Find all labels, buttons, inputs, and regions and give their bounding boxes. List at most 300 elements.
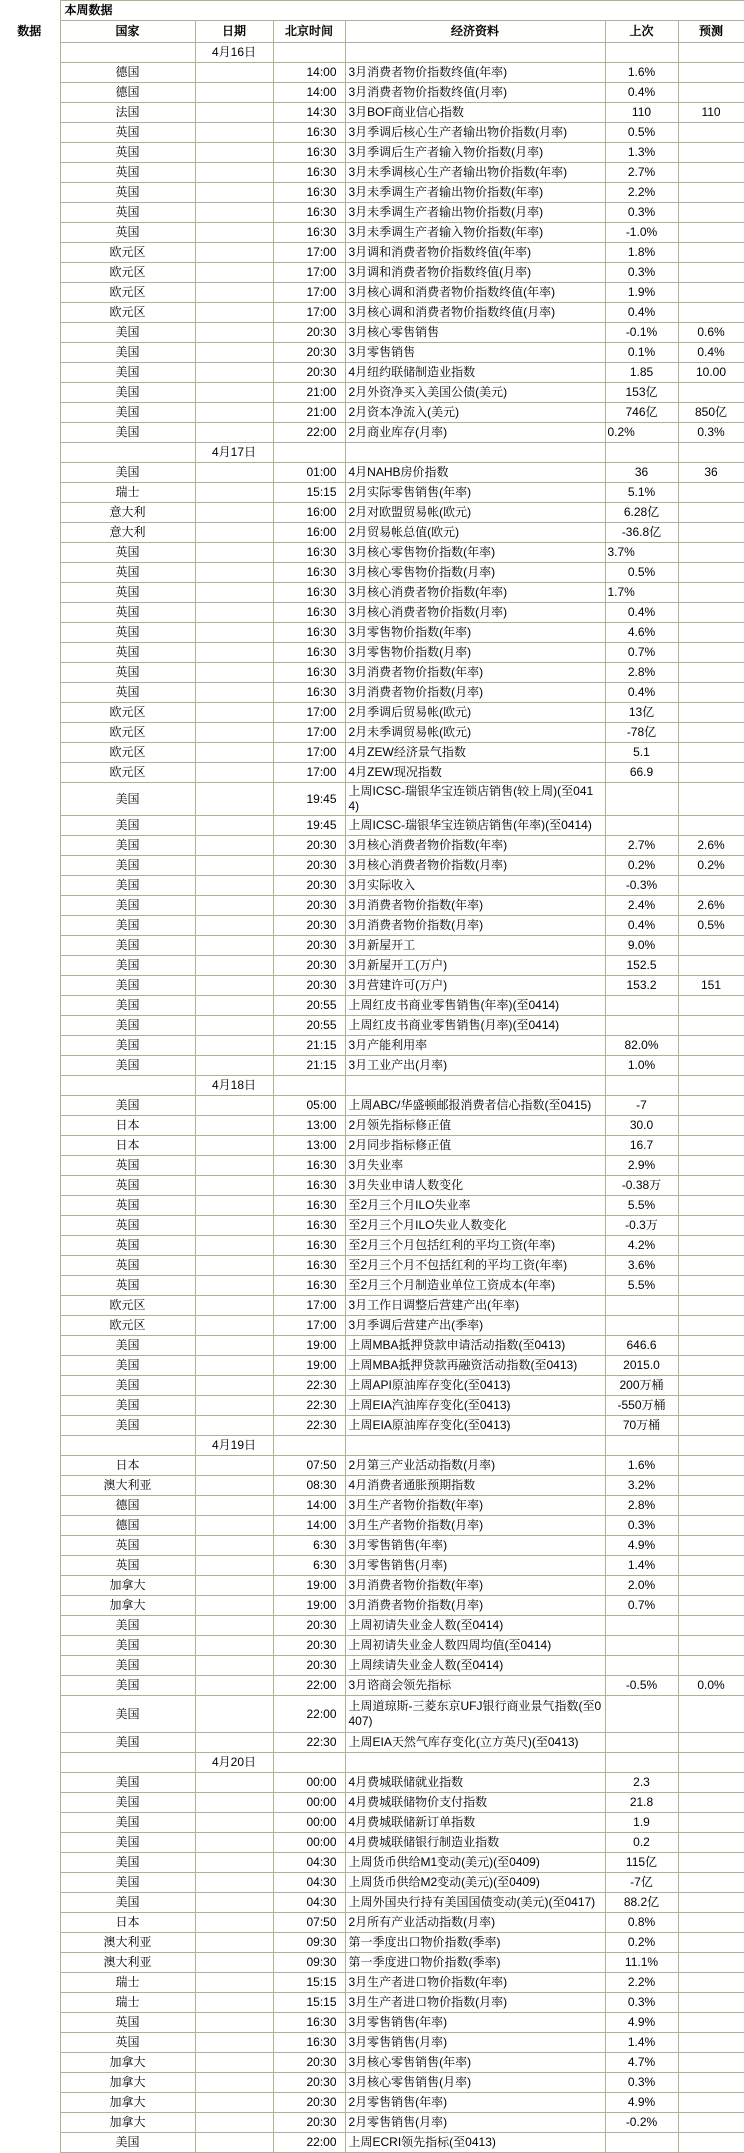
cell-forecast bbox=[678, 2073, 744, 2093]
cell-date bbox=[195, 83, 273, 103]
cell-country: 英国 bbox=[60, 2033, 195, 2053]
table-row bbox=[0, 223, 744, 243]
cell-date bbox=[195, 203, 273, 223]
cell-country: 美国 bbox=[60, 1056, 195, 1076]
cell-time: 16:30 bbox=[273, 1216, 345, 1236]
table-row bbox=[0, 1416, 744, 1436]
cell-forecast bbox=[678, 1913, 744, 1933]
table-row bbox=[0, 1236, 744, 1256]
cell-forecast: 0.2% bbox=[678, 856, 744, 876]
cell-time: 20:30 bbox=[273, 2093, 345, 2113]
cell-event bbox=[345, 1753, 605, 1773]
cell-previous bbox=[605, 1616, 678, 1636]
cell-date bbox=[195, 123, 273, 143]
cell-time: 20:30 bbox=[273, 876, 345, 896]
cell-previous: 0.3% bbox=[605, 263, 678, 283]
cell-previous: 0.2% bbox=[605, 856, 678, 876]
cell-country: 美国 bbox=[60, 1356, 195, 1376]
row-left-spacer bbox=[0, 1733, 60, 1753]
cell-country: 英国 bbox=[60, 143, 195, 163]
table-row bbox=[0, 1536, 744, 1556]
cell-previous bbox=[605, 1656, 678, 1676]
cell-previous: 0.8% bbox=[605, 1913, 678, 1933]
cell-previous: 5.5% bbox=[605, 1196, 678, 1216]
cell-date bbox=[195, 483, 273, 503]
table-row bbox=[0, 783, 744, 816]
cell-date bbox=[195, 743, 273, 763]
cell-time: 19:00 bbox=[273, 1596, 345, 1616]
cell-event: 3月未季调生产者输出物价指数(月率) bbox=[345, 203, 605, 223]
row-left-spacer bbox=[0, 996, 60, 1016]
table-row bbox=[0, 1176, 744, 1196]
row-left-spacer bbox=[0, 1853, 60, 1873]
cell-previous: 1.9% bbox=[605, 283, 678, 303]
cell-country: 日本 bbox=[60, 1116, 195, 1136]
cell-forecast: 2.6% bbox=[678, 896, 744, 916]
cell-time: 16:30 bbox=[273, 643, 345, 663]
table-row bbox=[0, 856, 744, 876]
table-row bbox=[0, 1196, 744, 1216]
row-left-spacer bbox=[0, 203, 60, 223]
row-left-spacer bbox=[0, 2033, 60, 2053]
cell-time: 19:45 bbox=[273, 783, 345, 816]
cell-time: 22:30 bbox=[273, 1376, 345, 1396]
cell-forecast bbox=[678, 816, 744, 836]
cell-country: 美国 bbox=[60, 423, 195, 443]
cell-forecast bbox=[678, 1316, 744, 1336]
table-row bbox=[0, 1516, 744, 1536]
table-row bbox=[0, 1933, 744, 1953]
cell-date bbox=[195, 876, 273, 896]
table-row bbox=[0, 2093, 744, 2113]
cell-forecast bbox=[678, 1076, 744, 1096]
cell-time: 21:15 bbox=[273, 1056, 345, 1076]
cell-forecast bbox=[678, 1893, 744, 1913]
row-left-spacer bbox=[0, 2113, 60, 2133]
table-row bbox=[0, 283, 744, 303]
cell-country: 美国 bbox=[60, 1793, 195, 1813]
cell-country bbox=[60, 1436, 195, 1456]
cell-event: 3月消费者物价指数终值(月率) bbox=[345, 83, 605, 103]
cell-previous: 2.4% bbox=[605, 896, 678, 916]
row-left-spacer bbox=[0, 1536, 60, 1556]
cell-previous: 0.2% bbox=[605, 1933, 678, 1953]
row-left-spacer bbox=[0, 583, 60, 603]
cell-time: 16:30 bbox=[273, 623, 345, 643]
cell-event: 2月外资净买入美国公债(美元) bbox=[345, 383, 605, 403]
row-left-spacer bbox=[0, 103, 60, 123]
cell-time: 22:30 bbox=[273, 1396, 345, 1416]
row-left-spacer bbox=[0, 1873, 60, 1893]
cell-previous: 1.7% bbox=[605, 583, 678, 603]
cell-time: 14:00 bbox=[273, 63, 345, 83]
cell-forecast: 110 bbox=[678, 103, 744, 123]
cell-date bbox=[195, 1993, 273, 2013]
table-row bbox=[0, 1496, 744, 1516]
cell-date bbox=[195, 1096, 273, 1116]
cell-previous: -78亿 bbox=[605, 723, 678, 743]
row-left-spacer bbox=[0, 1616, 60, 1636]
table-row bbox=[0, 2113, 744, 2133]
cell-date bbox=[195, 1036, 273, 1056]
cell-event: 3月调和消费者物价指数终值(年率) bbox=[345, 243, 605, 263]
cell-previous: -7亿 bbox=[605, 1873, 678, 1893]
cell-date bbox=[195, 1176, 273, 1196]
row-left-spacer bbox=[0, 43, 60, 63]
row-left-spacer bbox=[0, 1993, 60, 2013]
cell-event bbox=[345, 1076, 605, 1096]
row-left-spacer bbox=[0, 2093, 60, 2113]
row-left-spacer bbox=[0, 876, 60, 896]
table-row bbox=[0, 1656, 744, 1676]
cell-event: 第一季度进口物价指数(季率) bbox=[345, 1953, 605, 1973]
row-left-spacer bbox=[0, 143, 60, 163]
cell-forecast bbox=[678, 1356, 744, 1376]
cell-date bbox=[195, 1973, 273, 1993]
cell-event: 3月消费者物价指数(月率) bbox=[345, 1596, 605, 1616]
cell-forecast bbox=[678, 1993, 744, 2013]
cell-time: 15:15 bbox=[273, 1993, 345, 2013]
cell-date bbox=[195, 603, 273, 623]
cell-forecast bbox=[678, 1236, 744, 1256]
cell-time: 04:30 bbox=[273, 1893, 345, 1913]
cell-date bbox=[195, 2033, 273, 2053]
cell-forecast bbox=[678, 1436, 744, 1456]
table-row bbox=[0, 183, 744, 203]
cell-previous: 0.5% bbox=[605, 123, 678, 143]
table-row bbox=[0, 723, 744, 743]
cell-event: 3月零售销售(年率) bbox=[345, 2013, 605, 2033]
row-left-spacer bbox=[0, 303, 60, 323]
cell-event: 3月消费者物价指数(月率) bbox=[345, 916, 605, 936]
cell-date bbox=[195, 1596, 273, 1616]
cell-country: 加拿大 bbox=[60, 2073, 195, 2093]
row-left-spacer bbox=[0, 1316, 60, 1336]
cell-country: 英国 bbox=[60, 183, 195, 203]
cell-event: 2月第三产业活动指数(月率) bbox=[345, 1456, 605, 1476]
cell-forecast bbox=[678, 2053, 744, 2073]
date-group-row bbox=[0, 1436, 744, 1456]
cell-event: 3月消费者物价指数(年率) bbox=[345, 663, 605, 683]
cell-date: 4月19日 bbox=[195, 1436, 273, 1456]
cell-date bbox=[195, 2053, 273, 2073]
table-row bbox=[0, 303, 744, 323]
row-left-spacer bbox=[0, 1256, 60, 1276]
cell-date bbox=[195, 1893, 273, 1913]
cell-date bbox=[195, 323, 273, 343]
cell-time: 16:30 bbox=[273, 163, 345, 183]
cell-event: 3月工作日调整后营建产出(年率) bbox=[345, 1296, 605, 1316]
cell-forecast: 0.5% bbox=[678, 916, 744, 936]
cell-time: 20:30 bbox=[273, 836, 345, 856]
cell-country: 加拿大 bbox=[60, 2093, 195, 2113]
row-left-spacer bbox=[0, 2073, 60, 2093]
cell-country: 美国 bbox=[60, 876, 195, 896]
cell-event: 上周API原油库存变化(至0413) bbox=[345, 1376, 605, 1396]
cell-previous: 152.5 bbox=[605, 956, 678, 976]
cell-country: 美国 bbox=[60, 816, 195, 836]
row-left-spacer bbox=[0, 1973, 60, 1993]
table-row bbox=[0, 663, 744, 683]
cell-event: 3月核心零售物价指数(月率) bbox=[345, 563, 605, 583]
table-row bbox=[0, 1993, 744, 2013]
cell-time: 21:15 bbox=[273, 1036, 345, 1056]
cell-previous: 1.9 bbox=[605, 1813, 678, 1833]
cell-date bbox=[195, 1196, 273, 1216]
cell-previous: 9.0% bbox=[605, 936, 678, 956]
table-row bbox=[0, 1873, 744, 1893]
cell-forecast bbox=[678, 283, 744, 303]
cell-event: 上周红皮书商业零售销售(年率)(至0414) bbox=[345, 996, 605, 1016]
cell-time: 6:30 bbox=[273, 1556, 345, 1576]
table-row bbox=[0, 2073, 744, 2093]
cell-previous: 1.8% bbox=[605, 243, 678, 263]
cell-forecast: 0.6% bbox=[678, 323, 744, 343]
cell-previous: 115亿 bbox=[605, 1853, 678, 1873]
cell-date bbox=[195, 1833, 273, 1853]
cell-country: 英国 bbox=[60, 583, 195, 603]
table-row bbox=[0, 996, 744, 1016]
cell-time: 19:00 bbox=[273, 1336, 345, 1356]
row-left-spacer bbox=[0, 623, 60, 643]
table-row bbox=[0, 683, 744, 703]
cell-date bbox=[195, 183, 273, 203]
row-left-spacer bbox=[0, 1096, 60, 1116]
cell-date bbox=[195, 816, 273, 836]
table-row bbox=[0, 1773, 744, 1793]
cell-country: 日本 bbox=[60, 1456, 195, 1476]
cell-event bbox=[345, 443, 605, 463]
cell-event: 3月失业申请人数变化 bbox=[345, 1176, 605, 1196]
cell-time bbox=[273, 43, 345, 63]
cell-date bbox=[195, 663, 273, 683]
cell-forecast bbox=[678, 743, 744, 763]
row-left-spacer bbox=[0, 1016, 60, 1036]
cell-country: 日本 bbox=[60, 1913, 195, 1933]
cell-country: 美国 bbox=[60, 1036, 195, 1056]
cell-country: 欧元区 bbox=[60, 243, 195, 263]
row-left-spacer bbox=[0, 283, 60, 303]
cell-country: 美国 bbox=[60, 1893, 195, 1913]
cell-forecast bbox=[678, 936, 744, 956]
cell-country: 澳大利亚 bbox=[60, 1953, 195, 1973]
table-row bbox=[0, 1096, 744, 1116]
cell-date bbox=[195, 1953, 273, 1973]
cell-time: 20:30 bbox=[273, 856, 345, 876]
row-left-spacer bbox=[0, 1216, 60, 1236]
table-row bbox=[0, 83, 744, 103]
cell-time: 20:30 bbox=[273, 976, 345, 996]
cell-time: 17:00 bbox=[273, 283, 345, 303]
cell-previous: 153亿 bbox=[605, 383, 678, 403]
cell-date: 4月17日 bbox=[195, 443, 273, 463]
cell-country: 德国 bbox=[60, 63, 195, 83]
cell-event: 4月费城联储就业指数 bbox=[345, 1773, 605, 1793]
row-left-spacer bbox=[0, 1676, 60, 1696]
cell-time: 16:30 bbox=[273, 1276, 345, 1296]
cell-date bbox=[195, 363, 273, 383]
cell-event: 上周ICSC-瑞银华宝连锁店销售(年率)(至0414) bbox=[345, 816, 605, 836]
cell-date bbox=[195, 976, 273, 996]
cell-forecast bbox=[678, 1636, 744, 1656]
table-row bbox=[0, 1356, 744, 1376]
cell-time: 20:30 bbox=[273, 956, 345, 976]
cell-forecast bbox=[678, 1196, 744, 1216]
cell-country: 德国 bbox=[60, 83, 195, 103]
cell-event: 2月未季调贸易帐(欧元) bbox=[345, 723, 605, 743]
cell-country: 英国 bbox=[60, 163, 195, 183]
table-row bbox=[0, 103, 744, 123]
cell-country: 欧元区 bbox=[60, 743, 195, 763]
row-left-spacer bbox=[0, 1436, 60, 1456]
cell-event: 3月生产者进口物价指数(年率) bbox=[345, 1973, 605, 1993]
cell-time: 13:00 bbox=[273, 1136, 345, 1156]
cell-date bbox=[195, 403, 273, 423]
table-row bbox=[0, 2133, 744, 2153]
cell-event: 3月核心零售销售 bbox=[345, 323, 605, 343]
cell-event: 上周红皮书商业零售销售(月率)(至0414) bbox=[345, 1016, 605, 1036]
cell-previous bbox=[605, 1316, 678, 1336]
cell-time: 17:00 bbox=[273, 303, 345, 323]
table-row bbox=[0, 643, 744, 663]
cell-forecast bbox=[678, 163, 744, 183]
cell-country: 美国 bbox=[60, 343, 195, 363]
cell-previous bbox=[605, 783, 678, 816]
cell-previous: 2.8% bbox=[605, 1496, 678, 1516]
cell-previous bbox=[605, 443, 678, 463]
cell-country: 英国 bbox=[60, 1196, 195, 1216]
table-row bbox=[0, 1396, 744, 1416]
cell-country: 英国 bbox=[60, 1176, 195, 1196]
table-row bbox=[0, 203, 744, 223]
cell-previous: 5.1 bbox=[605, 743, 678, 763]
cell-previous: -0.3万 bbox=[605, 1216, 678, 1236]
cell-country: 英国 bbox=[60, 603, 195, 623]
cell-time: 16:30 bbox=[273, 2013, 345, 2033]
cell-time: 17:00 bbox=[273, 1316, 345, 1336]
row-left-spacer bbox=[0, 1296, 60, 1316]
cell-previous: 1.0% bbox=[605, 1056, 678, 1076]
cell-date bbox=[195, 383, 273, 403]
cell-previous: 1.6% bbox=[605, 63, 678, 83]
column-header-forecast: 预测 bbox=[678, 21, 744, 43]
cell-date bbox=[195, 543, 273, 563]
cell-event: 2月同步指标修正值 bbox=[345, 1136, 605, 1156]
cell-time: 04:30 bbox=[273, 1873, 345, 1893]
cell-forecast bbox=[678, 563, 744, 583]
cell-forecast bbox=[678, 2033, 744, 2053]
row-left-spacer bbox=[0, 683, 60, 703]
cell-country: 日本 bbox=[60, 1136, 195, 1156]
table-row bbox=[0, 363, 744, 383]
row-left-spacer bbox=[0, 936, 60, 956]
cell-event: 3月谘商会领先指标 bbox=[345, 1676, 605, 1696]
cell-event: 2月对欧盟贸易帐(欧元) bbox=[345, 503, 605, 523]
cell-forecast bbox=[678, 876, 744, 896]
cell-date bbox=[195, 1016, 273, 1036]
cell-country: 英国 bbox=[60, 1156, 195, 1176]
cell-time: 00:00 bbox=[273, 1773, 345, 1793]
table-row bbox=[0, 1136, 744, 1156]
cell-event: 2月领先指标修正值 bbox=[345, 1116, 605, 1136]
banner-row bbox=[0, 1, 744, 21]
cell-event: 3月新屋开工 bbox=[345, 936, 605, 956]
cell-previous: 16.7 bbox=[605, 1136, 678, 1156]
table-row bbox=[0, 463, 744, 483]
row-left-spacer bbox=[0, 383, 60, 403]
cell-country: 英国 bbox=[60, 543, 195, 563]
cell-previous: 4.7% bbox=[605, 2053, 678, 2073]
row-left-spacer bbox=[0, 83, 60, 103]
cell-previous: -0.3% bbox=[605, 876, 678, 896]
cell-forecast bbox=[678, 1216, 744, 1236]
row-left-spacer bbox=[0, 1813, 60, 1833]
cell-forecast bbox=[678, 1656, 744, 1676]
row-left-spacer bbox=[0, 1176, 60, 1196]
cell-country: 英国 bbox=[60, 1556, 195, 1576]
row-left-spacer bbox=[0, 263, 60, 283]
cell-date bbox=[195, 723, 273, 743]
row-left-spacer bbox=[0, 1596, 60, 1616]
cell-previous: 2.9% bbox=[605, 1156, 678, 1176]
row-left-spacer bbox=[0, 363, 60, 383]
cell-country: 澳大利亚 bbox=[60, 1476, 195, 1496]
cell-forecast bbox=[678, 63, 744, 83]
cell-date bbox=[195, 303, 273, 323]
cell-time: 20:30 bbox=[273, 343, 345, 363]
cell-event: 上周ABC/华盛顿邮报消费者信心指数(至0415) bbox=[345, 1096, 605, 1116]
cell-event: 2月零售销售(月率) bbox=[345, 2113, 605, 2133]
cell-time: 20:30 bbox=[273, 323, 345, 343]
cell-previous: 30.0 bbox=[605, 1116, 678, 1136]
table-row bbox=[0, 503, 744, 523]
cell-date bbox=[195, 1676, 273, 1696]
row-left-spacer bbox=[0, 1636, 60, 1656]
table-row bbox=[0, 896, 744, 916]
cell-country: 欧元区 bbox=[60, 703, 195, 723]
row-group-label: 数据 bbox=[17, 24, 42, 38]
cell-time: 17:00 bbox=[273, 243, 345, 263]
cell-event: 3月未季调生产者输入物价指数(年率) bbox=[345, 223, 605, 243]
table-row bbox=[0, 1616, 744, 1636]
cell-date bbox=[195, 936, 273, 956]
cell-date bbox=[195, 783, 273, 816]
cell-date bbox=[195, 643, 273, 663]
cell-event: 至2月三个月ILO失业人数变化 bbox=[345, 1216, 605, 1236]
table-row bbox=[0, 1893, 744, 1913]
cell-event: 上周道琼斯-三菱东京UFJ银行商业景气指数(至0407) bbox=[345, 1696, 605, 1733]
cell-previous: 66.9 bbox=[605, 763, 678, 783]
cell-forecast bbox=[678, 763, 744, 783]
cell-date bbox=[195, 243, 273, 263]
cell-previous: 0.4% bbox=[605, 916, 678, 936]
table-row bbox=[0, 323, 744, 343]
cell-previous: 0.4% bbox=[605, 603, 678, 623]
cell-time: 17:00 bbox=[273, 743, 345, 763]
cell-event: 4月费城联储物价支付指数 bbox=[345, 1793, 605, 1813]
cell-event: 3月BOF商业信心指数 bbox=[345, 103, 605, 123]
table-row bbox=[0, 543, 744, 563]
cell-date bbox=[195, 263, 273, 283]
cell-country: 美国 bbox=[60, 916, 195, 936]
cell-event: 3月失业率 bbox=[345, 1156, 605, 1176]
table-row bbox=[0, 2013, 744, 2033]
sheet-title: 本周数据 bbox=[60, 1, 744, 21]
cell-forecast bbox=[678, 263, 744, 283]
cell-event: 3月零售物价指数(月率) bbox=[345, 643, 605, 663]
column-header-event: 经济资料 bbox=[345, 21, 605, 43]
cell-country: 欧元区 bbox=[60, 1316, 195, 1336]
